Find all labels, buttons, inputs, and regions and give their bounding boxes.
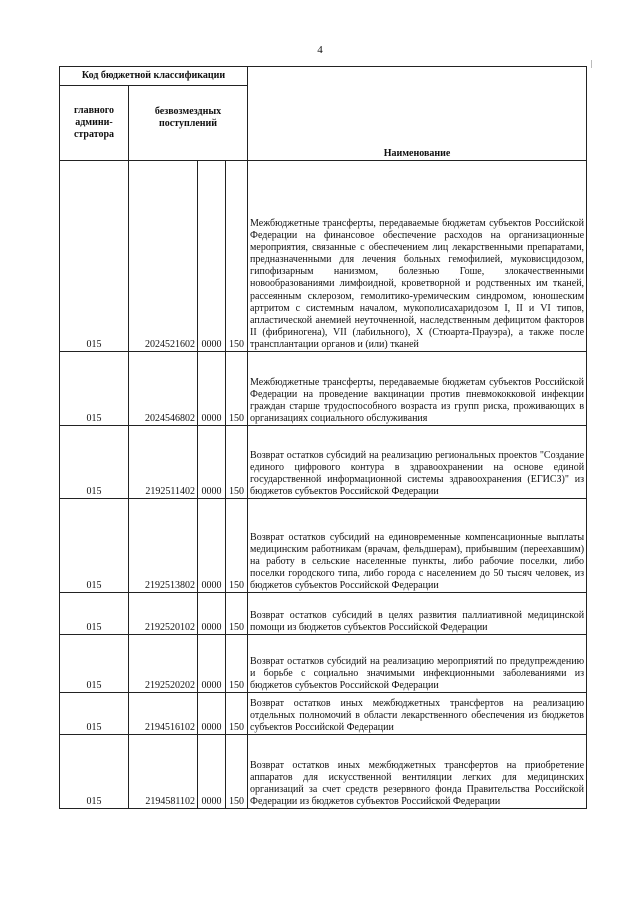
revenue-code: 2192520102 bbox=[129, 593, 198, 635]
admin-code: 015 bbox=[60, 161, 129, 352]
type-code: 150 bbox=[226, 352, 248, 426]
revenue-code: 2024546802 bbox=[129, 352, 198, 426]
page-number: 4 bbox=[317, 44, 323, 56]
subtype-code: 0000 bbox=[198, 593, 226, 635]
revenue-code: 2192513802 bbox=[129, 499, 198, 593]
subtype-code: 0000 bbox=[198, 499, 226, 593]
header-budget-code-group: Код бюджетной классификации bbox=[60, 67, 248, 86]
admin-code: 015 bbox=[60, 593, 129, 635]
type-code: 150 bbox=[226, 426, 248, 499]
row-name: Возврат остатков субсидий на реализацию мероприятий по предупреждению и борьбе с социально значимыми инфекционными заболеваниями из бюджетов субъектов Российской Федерации bbox=[248, 635, 587, 693]
subtype-code: 0000 bbox=[198, 161, 226, 352]
budget-classification-table bbox=[59, 66, 587, 809]
admin-code: 015 bbox=[60, 426, 129, 499]
type-code: 150 bbox=[226, 593, 248, 635]
type-code: 150 bbox=[226, 735, 248, 809]
subtype-code: 0000 bbox=[198, 693, 226, 735]
table-row bbox=[60, 161, 587, 352]
admin-code: 015 bbox=[60, 352, 129, 426]
table-row bbox=[60, 499, 587, 593]
table-row bbox=[60, 735, 587, 809]
header-revenue: безвозмездных поступлений bbox=[129, 86, 248, 161]
type-code: 150 bbox=[226, 635, 248, 693]
revenue-code: 2194516102 bbox=[129, 693, 198, 735]
subtype-code: 0000 bbox=[198, 735, 226, 809]
type-code: 150 bbox=[226, 499, 248, 593]
table-row bbox=[60, 426, 587, 499]
row-name: Возврат остатков субсидий на реализацию региональных проектов "Создание единого цифрового контура в здравоохранении на основе единой государственной информационной системы здравоохранения (ЕГИСЗ)" из бюджетов субъектов Российской Федерации bbox=[248, 426, 587, 499]
row-name: Межбюджетные трансферты, передаваемые бюджетам субъектов Российской Федерации на проведение вакцинации против пневмококковой инфекции граждан старше трудоспособного возраста из групп риска, проживающих в организациях социального обслуживания bbox=[248, 352, 587, 426]
table-row bbox=[60, 693, 587, 735]
row-name: Возврат остатков субсидий на единовременные компенсационные выплаты медицинским работникам (врачам, фельдшерам), прибывшим (переехавшим) на работу в сельские населенные пункты, либо рабочие поселки, либо поселки городского типа, либо города с населением до 50 тысяч человек, из бюджетов субъектов Российской Федерации bbox=[248, 499, 587, 593]
table-row bbox=[60, 352, 587, 426]
type-code: 150 bbox=[226, 693, 248, 735]
revenue-code: 2192520202 bbox=[129, 635, 198, 693]
admin-code: 015 bbox=[60, 693, 129, 735]
subtype-code: 0000 bbox=[198, 426, 226, 499]
table-row bbox=[60, 635, 587, 693]
revenue-code: 2024521602 bbox=[129, 161, 198, 352]
type-code: 150 bbox=[226, 161, 248, 352]
admin-code: 015 bbox=[60, 499, 129, 593]
row-name: Межбюджетные трансферты, передаваемые бюджетам субъектов Российской Федерации на финансовое обеспечение расходов на организационные мероприятия, связанные с обеспечением лиц лекарственными препаратами, предназначенными для лечения больных гемофилией, муковисцидозом, гипофизарным нанизмом, болезнью Гоше, злокачественными новообразованиями лимфоидной, кроветворной и родственных им тканей, рассеянным склерозом, гемолитико-уремическим синдромом, юношеским артритом с системным началом, мукополисахаридозом I, II и VI типов, апластической анемией неуточненной, наследственным дефицитом факторов II (фибриногена), VII (лабильного), X (Стюарта-Прауэра), а также после трансплантации органов и (или) тканей bbox=[248, 161, 587, 352]
header-admin: главного админи-стратора bbox=[60, 86, 129, 161]
table-row bbox=[60, 593, 587, 635]
row-name: Возврат остатков иных межбюджетных трансфертов на реализацию отдельных полномочий в области лекарственного обеспечения из бюджетов субъектов Российской Федерации bbox=[248, 693, 587, 735]
admin-code: 015 bbox=[60, 635, 129, 693]
subtype-code: 0000 bbox=[198, 352, 226, 426]
row-name: Возврат остатков иных межбюджетных трансфертов на приобретение аппаратов для искусственной вентиляции легких для медицинских организаций за счет средств резервного фонда Правительства Российской Федерации из бюджетов субъектов Российской Федерации bbox=[248, 735, 587, 809]
revenue-code: 2194581102 bbox=[129, 735, 198, 809]
scan-edge-mark bbox=[591, 60, 592, 68]
admin-code: 015 bbox=[60, 735, 129, 809]
row-name: Возврат остатков субсидий в целях развития паллиативной медицинской помощи из бюджетов субъектов Российской Федерации bbox=[248, 593, 587, 635]
revenue-code: 2192511402 bbox=[129, 426, 198, 499]
subtype-code: 0000 bbox=[198, 635, 226, 693]
header-name: Наименование bbox=[248, 67, 587, 161]
